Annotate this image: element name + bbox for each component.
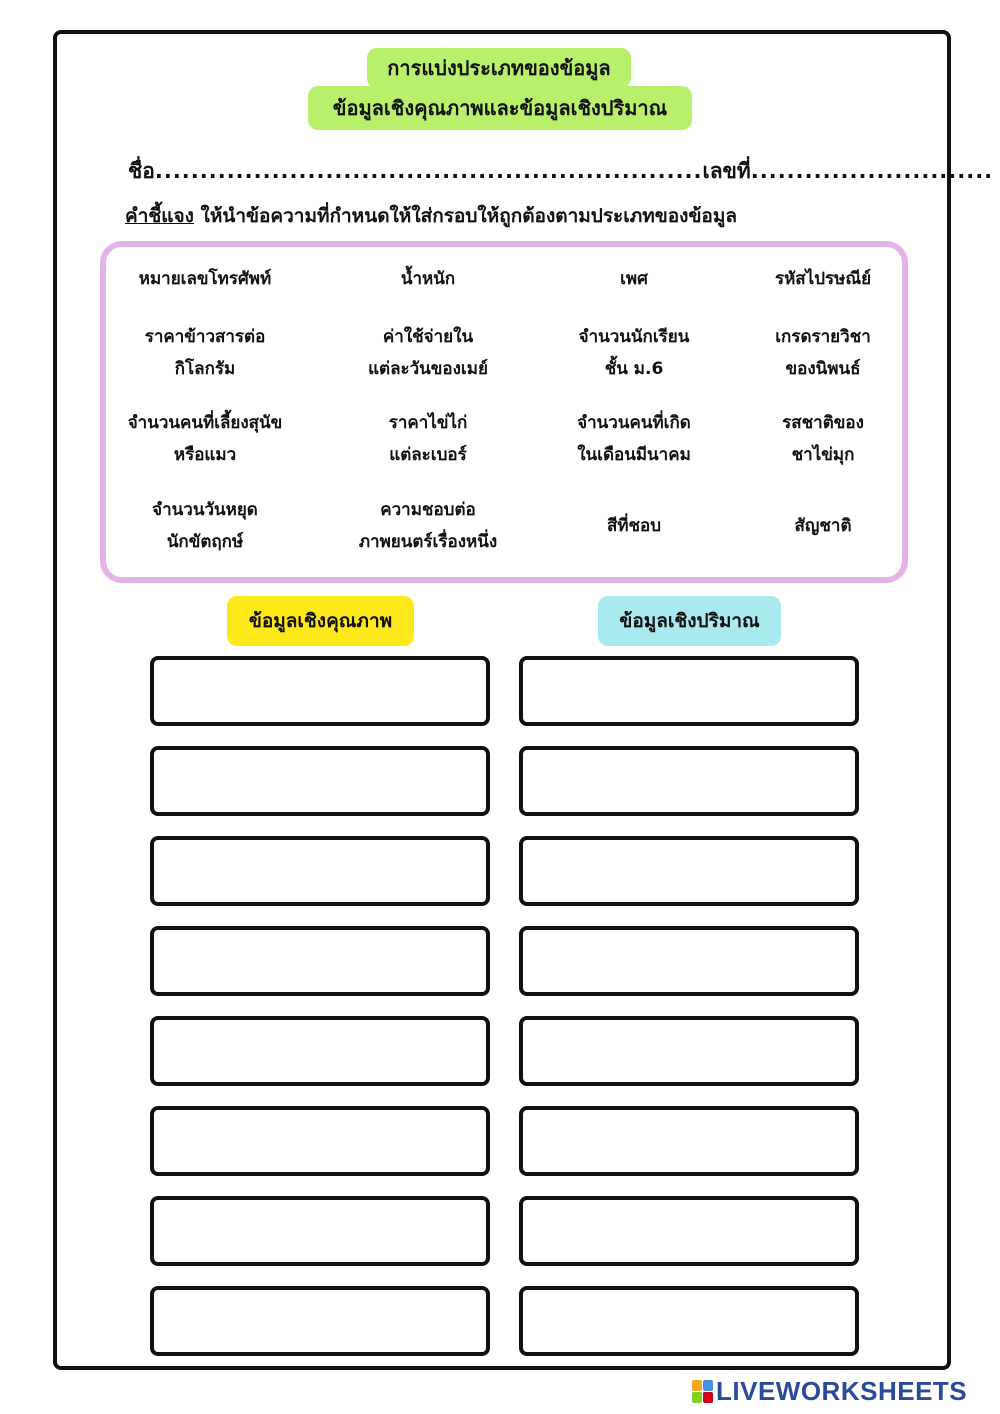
word-bank-item[interactable]	[328, 494, 528, 558]
word-bank-item-line: สัญชาติ	[794, 516, 852, 536]
word-bank-item-line: แต่ละวันของเมย์	[368, 359, 488, 379]
word-bank-item-line: ความชอบต่อ	[380, 500, 476, 520]
word-bank-item-line: ชาไข่มุก	[791, 445, 855, 465]
word-bank-item-line: จำนวนวันหยุด	[152, 500, 258, 520]
word-bank-item[interactable]	[110, 494, 300, 558]
quantitative-answer-box[interactable]	[519, 746, 859, 816]
word-bank-item[interactable]	[110, 263, 300, 295]
qualitative-heading: ข้อมูลเชิงคุณภาพ	[227, 596, 414, 646]
quantitative-answer-box[interactable]	[519, 1016, 859, 1086]
quantitative-answer-box[interactable]	[519, 1106, 859, 1176]
qualitative-answer-box[interactable]	[150, 1106, 490, 1176]
name-blank[interactable]: .............................................................	[154, 159, 703, 183]
word-bank-item-line: รสชาติของ	[782, 413, 864, 433]
word-bank-item-line: เกรดรายวิชา	[775, 327, 871, 347]
name-number-line	[128, 155, 994, 189]
word-bank-item[interactable]	[328, 407, 528, 471]
name-label: ชื่อ	[128, 159, 155, 183]
instruction	[125, 201, 925, 231]
qualitative-answer-box[interactable]	[150, 836, 490, 906]
title-line-1: การแบ่งประเภทของข้อมูล	[367, 48, 631, 88]
instruction-text: ให้นำข้อความที่กำหนดให้ใส่กรอบให้ถูกต้องตามประเภทของข้อมูล	[193, 205, 738, 227]
word-bank-item[interactable]	[328, 321, 528, 385]
quantitative-answer-box[interactable]	[519, 1286, 859, 1356]
word-bank-item[interactable]	[534, 510, 734, 542]
word-bank-item-line: สีที่ชอบ	[606, 516, 662, 536]
quantitative-heading: ข้อมูลเชิงปริมาณ	[598, 596, 781, 646]
qualitative-answer-box[interactable]	[150, 1286, 490, 1356]
word-bank-item-line: น้ำหนัก	[400, 269, 456, 289]
word-bank-item-line: นักขัตฤกษ์	[166, 532, 244, 552]
word-bank-item-line: เพศ	[620, 269, 648, 289]
quantitative-answer-box[interactable]	[519, 656, 859, 726]
word-bank-item[interactable]	[110, 407, 300, 471]
word-bank-item-line: ค่าใช้จ่ายใน	[382, 327, 474, 347]
qualitative-answer-box[interactable]	[150, 1016, 490, 1086]
word-bank-item[interactable]	[110, 321, 300, 385]
word-bank-item[interactable]	[534, 263, 734, 295]
word-bank-item[interactable]	[723, 263, 923, 295]
word-bank-item-line: ราคาไข่ไก่	[388, 413, 468, 433]
quantitative-answer-box[interactable]	[519, 836, 859, 906]
word-bank-item[interactable]	[723, 510, 923, 542]
word-bank-item[interactable]	[534, 321, 734, 385]
word-bank-item[interactable]	[723, 407, 923, 471]
quantitative-answer-box[interactable]	[519, 926, 859, 996]
quantitative-answer-box[interactable]	[519, 1196, 859, 1266]
qualitative-answer-box[interactable]	[150, 746, 490, 816]
word-bank-item-line: หมายเลขโทรศัพท์	[138, 269, 272, 289]
word-bank-item-line: รหัสไปรษณีย์	[774, 269, 872, 289]
logo-text: LIVEWORKSHEETS	[716, 1376, 968, 1406]
word-bank-item[interactable]	[328, 263, 528, 295]
qualitative-answer-box[interactable]	[150, 926, 490, 996]
word-bank-item-line: จำนวนคนที่เกิด	[577, 413, 691, 433]
qualitative-answer-box[interactable]	[150, 656, 490, 726]
word-bank-item-line: หรือแมว	[173, 445, 237, 465]
word-bank-item[interactable]	[723, 321, 923, 385]
word-bank-item-line: ชั้น ม.6	[604, 359, 664, 379]
word-bank-item[interactable]	[534, 407, 734, 471]
qualitative-answer-box[interactable]	[150, 1196, 490, 1266]
number-label: เลขที่	[702, 159, 751, 183]
number-blank[interactable]: ...........................	[750, 159, 994, 183]
word-bank-item-line: จำนวนคนที่เลี้ยงสุนัข	[127, 413, 283, 433]
liveworksheets-logo	[692, 1376, 967, 1406]
word-bank-item-line: ราคาข้าวสารต่อ	[144, 327, 266, 347]
word-bank-item-line: ในเดือนมีนาคม	[577, 445, 691, 465]
word-bank-item-line: กิโลกรัม	[174, 359, 236, 379]
word-bank-item-line: ภาพยนตร์เรื่องหนึ่ง	[358, 532, 498, 552]
word-bank-item-line: ของนิพนธ์	[785, 359, 861, 379]
word-bank-item-line: จำนวนนักเรียน	[578, 327, 690, 347]
instruction-label: คำชี้แจง	[125, 205, 194, 227]
word-bank-item-line: แต่ละเบอร์	[389, 445, 467, 465]
title-line-2: ข้อมูลเชิงคุณภาพและข้อมูลเชิงปริมาณ	[308, 86, 692, 130]
logo-icon	[692, 1380, 714, 1404]
